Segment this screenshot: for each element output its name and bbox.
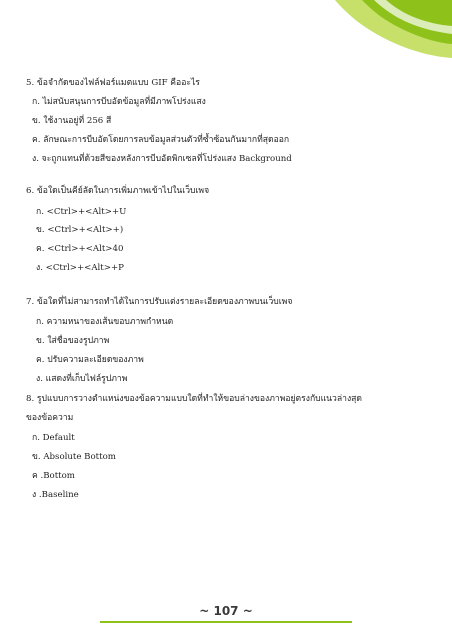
q6-option-d: ง. <Ctrl>+<Alt>+P <box>36 263 124 273</box>
q6-option-a: ก. <Ctrl>+<Alt>+U <box>36 207 127 217</box>
q6-option-b: ข. <Ctrl>+<Alt>+) <box>36 225 124 235</box>
page-number: ~ 107 ~ <box>199 604 253 618</box>
q7-option-b: ข. ใส่ชื่อของรูปภาพ <box>36 336 110 346</box>
q5-option-c: ค. ลักษณะการบีบอัดโดยการลบข้อมูลส่วนตัวที่ซ้ำซ้อนกันมากที่สุดออก <box>32 135 290 145</box>
q5-option-b: ข. ใช้งานอยู่ที่ 256 สี <box>32 116 112 126</box>
question-8-line-1: 8. รูปแบบการวางตำแหน่งของข้อความแบบใดที่ทำให้ขอบล่างของภาพอยู่ตรงกับแนวล่างสุด <box>26 394 362 404</box>
q8-option-b: ข. Absolute Bottom <box>32 452 116 462</box>
q7-option-d: ง. แสดงที่เก็บไฟล์รูปภาพ <box>36 374 128 384</box>
q8-option-c: ค .Bottom <box>32 471 75 481</box>
question-5: 5. ข้อจำกัดของไฟล์ฟอร์แมตแบบ GIF คืออะไร <box>26 78 200 88</box>
question-7: 7. ข้อใดที่ไม่สามารถทำได้ในการปรับแต่งรายละเอียดของภาพบนเว็บเพจ <box>26 297 293 307</box>
q7-option-c: ค. ปรับความละเอียดของภาพ <box>36 355 144 365</box>
q5-option-d: ง. จะถูกแทนที่ด้วยสีของหลังการบีบอัดพิกเซลที่โปร่งแสง Background <box>32 154 292 164</box>
q5-option-a: ก. ไม่สนับสนุนการบีบอัดข้อมูลที่มีภาพโปร่งแสง <box>32 97 206 107</box>
footer-divider <box>100 621 352 623</box>
q6-option-c: ค. <Ctrl>+<Alt>40 <box>36 244 124 254</box>
q8-option-d: ง .Baseline <box>32 490 79 500</box>
question-6: 6. ข้อใดเป็นคีย์ลัดในการเพิ่มภาพเข้าไปในเว็บเพจ <box>26 186 210 196</box>
q7-option-a: ก. ความหนาของเส้นขอบภาพกำหนด <box>36 317 174 327</box>
q8-option-a: ก. Default <box>32 433 75 443</box>
question-8-line-2: ของข้อความ <box>26 413 74 423</box>
